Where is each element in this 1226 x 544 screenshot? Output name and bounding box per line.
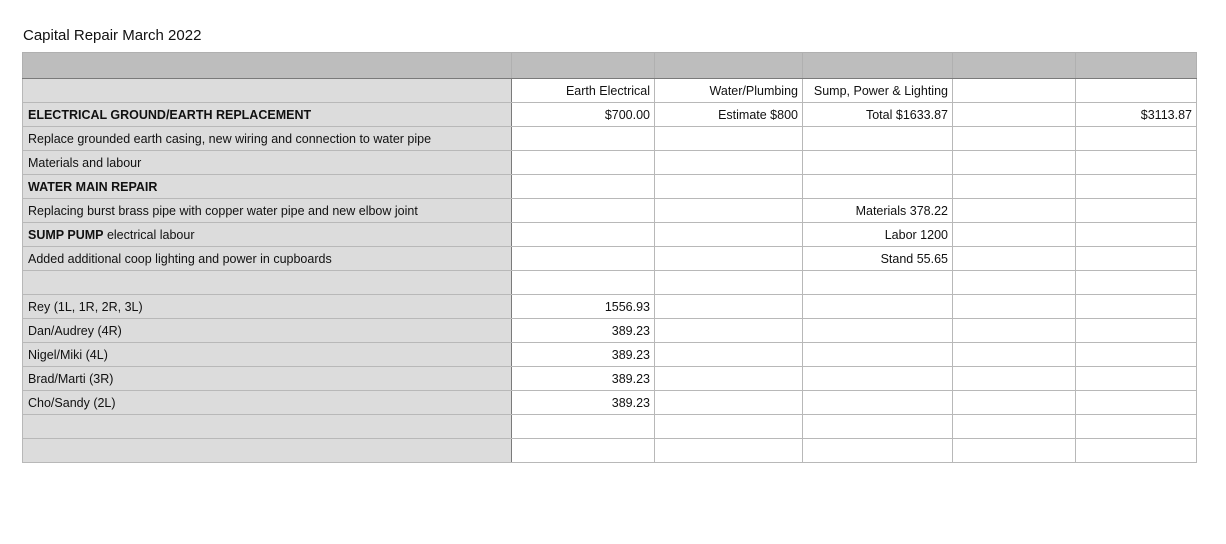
cell[interactable]	[655, 127, 803, 151]
cell[interactable]	[512, 151, 655, 175]
grand-total-cell[interactable]: $3113.87	[1076, 103, 1197, 127]
table-row	[23, 295, 1197, 319]
table-row	[23, 199, 1197, 223]
cell[interactable]	[1076, 223, 1197, 247]
cell[interactable]	[803, 127, 953, 151]
share-name-cell[interactable]: Dan/Audrey (4R)	[23, 319, 512, 343]
earth-amount-cell[interactable]: $700.00	[512, 103, 655, 127]
cell[interactable]	[655, 439, 803, 463]
cell[interactable]	[803, 175, 953, 199]
column-label-sump-power-lighting[interactable]: Sump, Power & Lighting	[803, 79, 953, 103]
cell[interactable]	[1076, 367, 1197, 391]
column-label-earth-electrical[interactable]: Earth Electrical	[512, 79, 655, 103]
cell[interactable]	[655, 391, 803, 415]
cell[interactable]	[803, 151, 953, 175]
share-name-cell[interactable]: Nigel/Miki (4L)	[23, 343, 512, 367]
water-estimate-cell[interactable]: Estimate $800	[655, 103, 803, 127]
cell[interactable]	[655, 175, 803, 199]
table-row	[23, 223, 1197, 247]
table-row	[23, 151, 1197, 175]
cell[interactable]	[512, 127, 655, 151]
electrical-desc-cell[interactable]: Replace grounded earth casing, new wiring and connection to water pipe	[23, 127, 512, 151]
cell[interactable]	[953, 151, 1076, 175]
table-row	[23, 103, 1197, 127]
cell[interactable]	[655, 199, 803, 223]
table-row	[23, 343, 1197, 367]
electrical-heading-cell[interactable]: ELECTRICAL GROUND/EARTH REPLACEMENT	[23, 103, 512, 127]
cell[interactable]	[655, 415, 803, 439]
cell[interactable]	[953, 415, 1076, 439]
table-row	[23, 175, 1197, 199]
spreadsheet-table	[22, 52, 1197, 463]
table-row	[23, 439, 1197, 463]
cell[interactable]	[512, 271, 655, 295]
cell[interactable]	[1076, 127, 1197, 151]
table-row	[23, 367, 1197, 391]
share-name-cell[interactable]: Brad/Marti (3R)	[23, 367, 512, 391]
share-amount-cell[interactable]: 389.23	[512, 367, 655, 391]
share-amount-cell[interactable]: 1556.93	[512, 295, 655, 319]
cell[interactable]	[655, 223, 803, 247]
table-row	[23, 391, 1197, 415]
cell[interactable]	[1076, 295, 1197, 319]
cell[interactable]	[1076, 79, 1197, 103]
cell[interactable]	[953, 247, 1076, 271]
cell[interactable]	[512, 439, 655, 463]
cell[interactable]	[953, 223, 1076, 247]
cell[interactable]	[1076, 343, 1197, 367]
cell[interactable]	[1076, 319, 1197, 343]
table-row	[23, 319, 1197, 343]
cell[interactable]	[953, 439, 1076, 463]
sump-heading-bold: SUMP PUMP	[28, 227, 104, 242]
cell[interactable]	[512, 247, 655, 271]
header-cell[interactable]	[23, 53, 512, 79]
cell[interactable]	[803, 415, 953, 439]
cell[interactable]	[512, 223, 655, 247]
water-desc-cell[interactable]: Replacing burst brass pipe with copper water pipe and new elbow joint	[23, 199, 512, 223]
cell[interactable]	[953, 103, 1076, 127]
cell[interactable]	[1076, 175, 1197, 199]
cell[interactable]	[1076, 199, 1197, 223]
cell[interactable]	[953, 127, 1076, 151]
water-heading-cell[interactable]: WATER MAIN REPAIR	[23, 175, 512, 199]
cell[interactable]	[512, 175, 655, 199]
cell[interactable]	[23, 271, 512, 295]
table-row	[23, 415, 1197, 439]
table-row	[23, 79, 1197, 103]
cell[interactable]	[803, 391, 953, 415]
cell[interactable]	[512, 199, 655, 223]
header-cell[interactable]	[512, 53, 655, 79]
table-row	[23, 127, 1197, 151]
cell[interactable]	[655, 247, 803, 271]
cell[interactable]	[803, 367, 953, 391]
cell[interactable]	[1076, 415, 1197, 439]
cell[interactable]	[655, 319, 803, 343]
sump-labor-cell[interactable]: Labor 1200	[803, 223, 953, 247]
cell[interactable]	[655, 151, 803, 175]
cell[interactable]	[953, 199, 1076, 223]
cell[interactable]	[1076, 439, 1197, 463]
lighting-desc-cell[interactable]: Added additional coop lighting and power in cupboards	[23, 247, 512, 271]
header-cell[interactable]	[655, 53, 803, 79]
share-name-cell[interactable]: Cho/Sandy (2L)	[23, 391, 512, 415]
cell[interactable]	[953, 343, 1076, 367]
cell[interactable]	[655, 295, 803, 319]
cell[interactable]	[1076, 271, 1197, 295]
share-amount-cell[interactable]: 389.23	[512, 319, 655, 343]
sump-heading-rest: electrical labour	[103, 227, 195, 242]
cell[interactable]	[953, 175, 1076, 199]
cell[interactable]	[655, 367, 803, 391]
cell[interactable]	[803, 319, 953, 343]
cell[interactable]	[23, 79, 512, 103]
sump-total-cell[interactable]: Total $1633.87	[803, 103, 953, 127]
water-materials-cell[interactable]: Materials 378.22	[803, 199, 953, 223]
cell[interactable]	[655, 271, 803, 295]
cell[interactable]	[23, 439, 512, 463]
cell[interactable]	[953, 295, 1076, 319]
cell[interactable]	[1076, 391, 1197, 415]
cell[interactable]	[1076, 247, 1197, 271]
share-amount-cell[interactable]: 389.23	[512, 391, 655, 415]
lighting-stand-cell[interactable]: Stand 55.65	[803, 247, 953, 271]
column-label-water-plumbing[interactable]: Water/Plumbing	[655, 79, 803, 103]
electrical-materials-cell[interactable]: Materials and labour	[23, 151, 512, 175]
cell[interactable]	[512, 415, 655, 439]
header-cell[interactable]	[953, 53, 1076, 79]
cell[interactable]	[803, 295, 953, 319]
table-row	[23, 247, 1197, 271]
header-row	[23, 53, 1197, 79]
cell[interactable]	[655, 343, 803, 367]
cell[interactable]	[803, 271, 953, 295]
cell[interactable]	[953, 367, 1076, 391]
cell[interactable]	[803, 439, 953, 463]
sump-heading-cell[interactable]	[23, 223, 512, 247]
cell[interactable]	[803, 343, 953, 367]
share-name-cell[interactable]: Rey (1L, 1R, 2R, 3L)	[23, 295, 512, 319]
header-cell[interactable]	[803, 53, 953, 79]
cell[interactable]	[953, 319, 1076, 343]
cell[interactable]	[953, 79, 1076, 103]
cell[interactable]	[953, 391, 1076, 415]
cell[interactable]	[953, 271, 1076, 295]
header-cell[interactable]	[1076, 53, 1197, 79]
share-amount-cell[interactable]: 389.23	[512, 343, 655, 367]
sheet-title: Capital Repair March 2022	[23, 27, 202, 44]
table-row	[23, 271, 1197, 295]
cell[interactable]	[23, 415, 512, 439]
cell[interactable]	[1076, 151, 1197, 175]
